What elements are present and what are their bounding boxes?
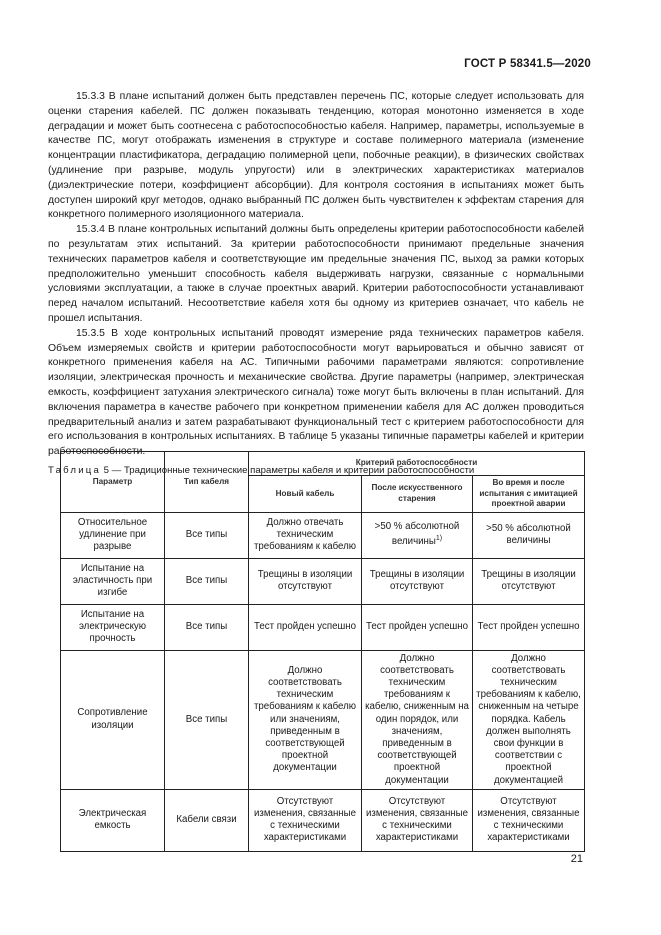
table-row: [61, 789, 585, 851]
document-id: ГОСТ Р 58341.5—2020: [464, 58, 591, 70]
cell-after-aging: Должно соответствовать техническим требованиям к кабелю, сниженным на один порядок, или значениям, приведенным в соответствующей проектной документации: [362, 650, 473, 789]
cell-parameter: Электрическая емкость: [61, 789, 165, 851]
cell-parameter: Сопротивление изоляции: [61, 650, 165, 789]
table-row: [61, 512, 585, 558]
cell-during-accident: Тест пройден успешно: [473, 604, 585, 650]
table-caption-label: Таблица: [48, 464, 102, 476]
paragraph-15-3-3: 15.3.3 В плане испытаний должен быть представлен перечень ПС, которые следует использовать для оценки старения кабелей. ПС должен показывать тенденцию, которая монотонно изменяется в ходе деградации и может быть соотнесена с работоспособностью кабеля. Например, параметры, используемые в качестве ПС, могут отображать изменения в структуре и составе полимерного материала (изменение концентрации пластификатора, деградацию полимерной цепи, побочные реакции), в физических свойствах (удлинение при разрыве, модуль упругости) или в электрических характеристиках материалов (диэлектрические потери, коэффициент абсорбции). Для контроля состояния в испытаниях может быть доступен широкий круг методов, однако выбранный ПС должен быть чувствителен к эффектам старения для конкретного полимерного изоляционного материала.: [48, 91, 584, 221]
cell-new-cable: Должно отвечать техническим требованиям к кабелю: [249, 512, 362, 558]
cell-cable-type: Все типы: [165, 558, 249, 604]
table-row: [61, 558, 585, 604]
cell-new-cable: Отсутствуют изменения, связанные с техническими характеристиками: [249, 789, 362, 851]
table-row: [61, 604, 585, 650]
header-cable-type: Тип кабеля: [165, 452, 249, 513]
cell-after-aging: Отсутствуют изменения, связанные с техническими характеристиками: [362, 789, 473, 851]
table-caption-title: 5 — Традиционные технические параметры кабеля и критерии работоспособности: [101, 464, 475, 476]
cell-new-cable: Тест пройден успешно: [249, 604, 362, 650]
table-row: [61, 650, 585, 789]
footnote-ref: 1): [435, 535, 443, 543]
cell-after-aging: Трещины в изоляции отсутствуют: [362, 558, 473, 604]
cell-cable-type: Все типы: [165, 604, 249, 650]
header-parameter: Параметр: [61, 452, 165, 513]
cell-cable-type: Все типы: [165, 512, 249, 558]
cell-cable-type: Кабели связи: [165, 789, 249, 851]
page-number: 21: [570, 853, 583, 865]
paragraph-15-3-4: 15.3.4 В плане контрольных испытаний должны быть определены критерии работоспособности кабелей по результатам этих испытаний. За критерии работоспособности принимают предельные значения технических параметров кабеля и соответствующие им предельные значения ПС, выход за рамки которых предположительно уменьшит способность кабеля выдерживать нагрузки, связанные с нормальными условиями эксплуатации, а также в случае проектных аварий. Критерии работоспособности устанавливают перед началом испытаний. Несоответствие кабеля хотя бы одному из критериев означает, что кабель не прошел испытания.: [48, 224, 584, 324]
header-after-aging: После искусственного старения: [362, 476, 473, 513]
cell-after-aging-text: >50 % абсолютной величины: [374, 521, 460, 548]
cell-during-accident: Отсутствуют изменения, связанные с техническими характеристиками: [473, 789, 585, 851]
criteria-table: [60, 451, 585, 852]
cell-new-cable: Должно соответствовать техническим требованиям к кабелю или значениям, приведенным в соответствующей проектной документации: [249, 650, 362, 789]
cell-parameter: Испытание на электрическую прочность: [61, 604, 165, 650]
header-criterion-group: Критерий работоспособности: [249, 452, 585, 476]
cell-after-aging: [362, 512, 473, 558]
cell-during-accident: Должно соответствовать техническим требованиям к кабелю, сниженным на четыре порядка. Кабель должен выполнять свои функции в соответствии с проектной документацией: [473, 650, 585, 789]
header-during-accident: Во время и после испытания с имитацией проектной аварии: [473, 476, 585, 513]
cell-parameter: Испытание на эластичность при изгибе: [61, 558, 165, 604]
cell-new-cable: Трещины в изоляции отсутствуют: [249, 558, 362, 604]
cell-parameter: Относительное удлинение при разрыве: [61, 512, 165, 558]
header-new-cable: Новый кабель: [249, 476, 362, 513]
cell-during-accident: Трещины в изоляции отсутствуют: [473, 558, 585, 604]
body-text: [48, 90, 584, 482]
paragraph-15-3-5: 15.3.5 В ходе контрольных испытаний проводят измерение ряда технических параметров кабеля. Объем измеряемых свойств и критерии работоспособности могут варьироваться и обычно зависят от конкретного применения кабеля на АС. Типичными рабочими параметрами являются: сопротивление изоляции, электрическая прочность и механические свойства. Другие параметры (например, электрическая емкость, коэффициент затухания электрического сигнала) тоже могут быть включены в план испытаний. Для включения параметра в качестве рабочего при конкретном применении кабеля для АС должен проводиться предварительный анализ и затем разрабатывают функциональный тест с критерием работоспособности для его использования в контрольных испытаниях. В таблице 5 указаны типичные параметры кабелей и критерии работоспособности.: [48, 327, 584, 458]
cell-cable-type: Все типы: [165, 650, 249, 789]
cell-during-accident: >50 % абсолютной величины: [473, 512, 585, 558]
cell-after-aging: Тест пройден успешно: [362, 604, 473, 650]
